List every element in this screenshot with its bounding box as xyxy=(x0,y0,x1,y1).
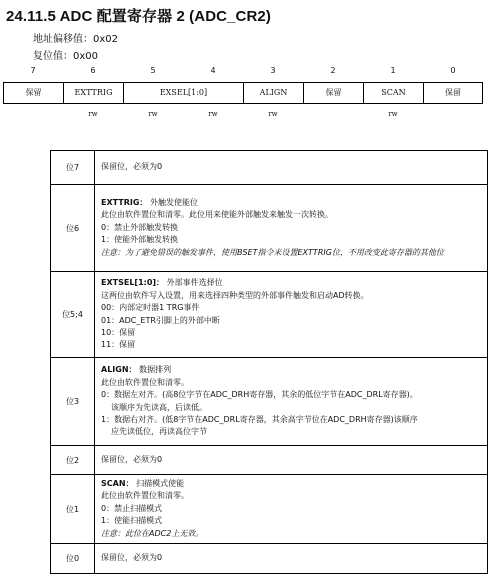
table-row xyxy=(51,475,488,544)
register-bitfield xyxy=(3,82,483,104)
bit-number: 2 xyxy=(330,66,336,75)
access-label: rw xyxy=(148,110,158,118)
access-label: rw xyxy=(268,110,278,118)
bit-number: 7 xyxy=(30,66,36,75)
bit-description-table xyxy=(50,150,488,574)
table-row xyxy=(51,185,488,272)
address-offset: 地址偏移值：0x02 xyxy=(33,34,119,45)
table-row xyxy=(51,151,488,185)
table-row xyxy=(51,358,488,446)
note-text: 注意：为了避免错误的触发事件，使用BSET指令来设置EXTTRIG位，不用改变此寄存器的其他位 xyxy=(101,247,444,257)
field-exttrig: EXTTRIG xyxy=(64,83,124,103)
bit-number: 4 xyxy=(210,66,216,75)
table-row xyxy=(51,272,488,358)
bit-label: 位0 xyxy=(51,544,95,574)
bit-label: 位6 xyxy=(51,185,95,272)
row-description: 保留位，必须为0 xyxy=(95,544,488,574)
field-exsel: EXSEL[1:0] xyxy=(124,83,244,103)
field-align: ALIGN xyxy=(244,83,304,103)
table-row xyxy=(51,446,488,475)
field-reserved-2: 保留 xyxy=(304,83,364,103)
row-description: 保留位，必须为0 xyxy=(95,446,488,475)
bit-label: 位7 xyxy=(51,151,95,185)
access-label: rw xyxy=(208,110,218,118)
field-reserved-7: 保留 xyxy=(4,83,64,103)
row-description: 保留位，必须为0 xyxy=(95,151,488,185)
bit-label: 位1 xyxy=(51,475,95,544)
bit-label: 位2 xyxy=(51,446,95,475)
bit-number: 0 xyxy=(450,66,456,75)
row-description: ALIGN： 数据排列 此位由软件置位和清零。 0：数据左对齐。(高8位字节在ADC_DRH寄存器，其余的低位字节在ADC_DRL寄存器)。 该顺序为先读高，后读低。 1：数据右对齐。(低8字节在ADC_DRL寄存器，其余高字节位在ADC_DRH寄存器)该顺序 应先读低位，再读高位字节 xyxy=(95,358,488,446)
bit-label: 位5;4 xyxy=(51,272,95,358)
access-row xyxy=(3,110,483,120)
reset-value: 复位值：0x00 xyxy=(33,51,99,62)
note-text: 注意：此位在ADC2上无效。 xyxy=(101,528,204,538)
table-row xyxy=(51,544,488,574)
bit-label: 位3 xyxy=(51,358,95,446)
section-title: 24.11.5 ADC 配置寄存器 2 (ADC_CR2) xyxy=(6,8,271,25)
bit-number-row xyxy=(3,66,483,78)
access-label: rw xyxy=(388,110,398,118)
bit-number: 6 xyxy=(90,66,96,75)
row-description: EXTSEL[1:0]： 外部事件选择位 这两位由软件写入设置，用来选择四种类型的外部事件触发和启动AD转换。 00：内部定时器1 TRG事件 01：ADC_ETR引脚上的外部中断 10：保留 11：保留 xyxy=(95,272,488,358)
bit-number: 3 xyxy=(270,66,276,75)
access-label: rw xyxy=(88,110,98,118)
bit-number: 1 xyxy=(390,66,396,75)
row-description: EXTTRIG： 外触发使能位 此位由软件置位和清零。此位用来使能外部触发来触发一次转换。 0：禁止外部触发转换 1：使能外部触发转换 注意：为了避免错误的触发事件，使用BSET指令来设置EXTTRIG位，不用改变此寄存器的其他位 xyxy=(95,185,488,272)
field-scan: SCAN xyxy=(364,83,424,103)
row-description: SCAN： 扫描模式使能 此位由软件置位和清零。 0：禁止扫描模式 1：使能扫描模式 注意：此位在ADC2上无效。 xyxy=(95,475,488,544)
field-reserved-0: 保留 xyxy=(445,88,461,97)
bit-number: 5 xyxy=(150,66,156,75)
